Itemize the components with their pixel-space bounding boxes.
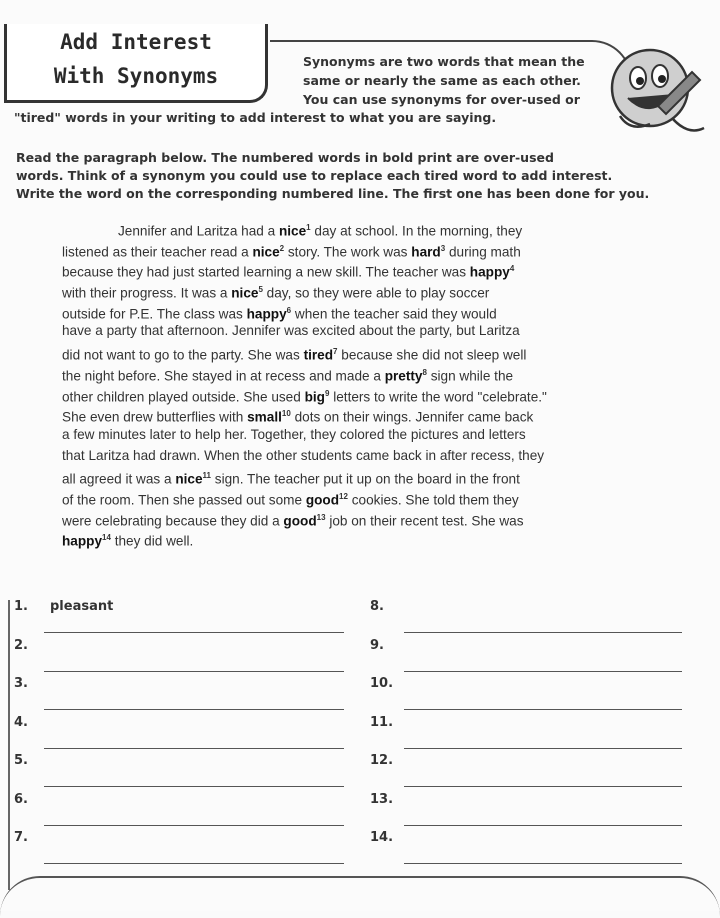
tired-word-number: 9: [324, 388, 330, 398]
answer-number: 1.: [14, 599, 28, 614]
paragraph-text: because they had just started learning a new skill. The teacher was: [62, 264, 470, 280]
tired-word: good: [305, 492, 340, 508]
tired-word: nice: [175, 471, 203, 487]
answer-number: 10.: [370, 676, 394, 691]
paragraph-text: job on their recent test. She was: [325, 513, 524, 529]
intro-line-3: You can use synonyms for over-used or: [303, 92, 580, 107]
answer-blank-line[interactable]: [404, 825, 682, 826]
title-box: [4, 24, 268, 103]
paragraph-text: because she did not sleep well: [337, 347, 527, 363]
paragraph-text: She even drew butterflies with: [62, 409, 248, 425]
paragraph-line: [62, 487, 632, 508]
intro-line-4: "tired" words in your writing to add interest to what you are saying.: [14, 110, 497, 125]
answer-number: 11.: [370, 714, 394, 730]
answer-blank-line[interactable]: [404, 786, 682, 787]
tired-word-number: 7: [333, 347, 338, 357]
tired-word: hard: [411, 244, 441, 260]
intro-line-1: Synonyms are two words that mean the: [303, 54, 585, 69]
answer-blank-line[interactable]: [404, 709, 682, 710]
answer-blank-line[interactable]: [44, 709, 344, 710]
answer-number: 2.: [14, 637, 28, 653]
tired-word: nice: [252, 244, 280, 260]
answer-number: 3.: [14, 676, 28, 691]
tired-word-number: 11: [202, 471, 212, 481]
tired-word-number: 2: [279, 243, 285, 253]
answer-number: 14.: [370, 830, 394, 845]
tired-word: happy: [469, 264, 510, 280]
answer-blank-line[interactable]: [44, 671, 344, 672]
paragraph-line: [62, 280, 632, 301]
instructions-line-1: Read the paragraph below. The numbered words in bold print are over-used: [16, 150, 554, 165]
paragraph-text: did not want to go to the party. She was: [62, 347, 304, 363]
answer-number: 7.: [14, 830, 28, 845]
answer-number: 12.: [370, 753, 394, 768]
paragraph-text: dots on their wings. Jennifer came back: [290, 409, 534, 425]
title-line-2: With Synonyms: [53, 64, 219, 88]
paragraph-text: that Laritza had drawn. When the other students came back in after recess, they: [62, 447, 545, 463]
tired-word-number: 5: [258, 285, 263, 295]
paragraph-line: [62, 508, 632, 529]
paragraph-line: [62, 446, 632, 467]
tired-word-number: 1: [306, 223, 311, 232]
paragraph-line: [62, 528, 632, 549]
paragraph-line: [62, 342, 632, 363]
answer-blank-line[interactable]: [44, 863, 344, 864]
instructions-line-3: Write the word on the corresponding numbered line. The first one has been done for you.: [16, 186, 650, 201]
answer-value: pleasant: [50, 599, 114, 614]
tired-word-number: 13: [316, 512, 326, 522]
answer-blank-line[interactable]: [44, 786, 344, 787]
tired-word-number: 10: [281, 409, 291, 419]
title-line-1: Add Interest: [60, 30, 212, 54]
intro-line-2: same or nearly the same as each other.: [303, 73, 581, 88]
answer-blank-line[interactable]: [404, 632, 682, 633]
paragraph-line: [62, 239, 632, 260]
answer-blank-line[interactable]: [44, 748, 344, 749]
paragraph-text: were celebrating because they did a: [62, 513, 284, 529]
answer-blank-line[interactable]: [44, 825, 344, 826]
paragraph-text: during math: [445, 244, 521, 260]
paragraph-text: Jennifer and Laritza had a: [118, 223, 279, 239]
paragraph-text: day at school. In the morning, they: [310, 223, 523, 239]
paragraph-line: [62, 466, 632, 487]
paragraph-text: have a party that afternoon. Jennifer was excited about the party, but Laritza: [62, 323, 520, 339]
smiling-pencil-mascot-icon: [600, 36, 710, 146]
page-border-bottom: [0, 876, 720, 918]
paragraph-text: sign. The teacher put it up on the board in the front: [211, 471, 520, 487]
paragraph-line: [62, 218, 632, 239]
paragraph-text: all agreed it was a: [62, 471, 176, 487]
tired-word: nice: [278, 223, 307, 239]
paragraph-text: day, so they were able to play soccer: [262, 285, 490, 301]
answer-number: 4.: [14, 714, 28, 730]
paragraph-text: other children played outside. She used: [62, 389, 305, 405]
paragraph-text: story. The work was: [284, 244, 412, 260]
tired-word-number: 3: [440, 243, 446, 253]
answer-number: 6.: [14, 791, 28, 807]
instructions-line-2: words. Think of a synonym you could use to replace each tired word to add interest.: [16, 168, 613, 183]
tired-word-number: 14: [102, 533, 111, 543]
paragraph-text: cookies. She told them they: [347, 492, 519, 508]
paragraph-line: [62, 321, 632, 342]
answer-blank-line[interactable]: [404, 863, 682, 864]
tired-word-number: 12: [339, 491, 348, 501]
tired-word: tired: [303, 347, 334, 363]
paragraph-text: a few minutes later to help her. Together, they colored the pictures and letters: [62, 426, 526, 442]
page-border-left: [8, 600, 10, 890]
paragraph-text: when the teacher said they would: [291, 306, 497, 322]
tired-word-number: 4: [509, 264, 515, 274]
paragraph-text: of the room. Then she passed out some: [62, 492, 306, 508]
answer-blank-line[interactable]: [404, 748, 682, 749]
tired-word: happy: [62, 533, 103, 549]
tired-word-number: 6: [286, 305, 292, 315]
answer-blank-line[interactable]: [44, 632, 344, 633]
paragraph-text: letters to write the word "celebrate.": [329, 389, 547, 405]
tired-word-number: 8: [422, 367, 427, 377]
paragraph-text: with their progress. It was a: [62, 285, 232, 301]
answer-blank-line[interactable]: [404, 671, 682, 672]
tired-word: pretty: [384, 368, 423, 384]
paragraph-text: outside for P.E. The class was: [62, 306, 247, 322]
paragraph-line: [62, 259, 632, 280]
paragraph-text: the night before. She stayed in at recess and made a: [62, 368, 385, 384]
answer-number: 13.: [370, 791, 394, 807]
paragraph-line: [62, 363, 632, 384]
paragraph-text: they did well.: [110, 533, 194, 549]
story-paragraph: [62, 218, 632, 549]
paragraph-line: [62, 384, 632, 405]
answer-number: 5.: [14, 753, 28, 768]
paragraph-text: sign while the: [426, 368, 514, 384]
paragraph-line: [62, 301, 632, 322]
tired-word: happy: [246, 306, 287, 322]
paragraph-line: [62, 404, 632, 425]
tired-word: big: [304, 389, 325, 405]
tired-word: small: [247, 409, 282, 425]
tired-word: nice: [231, 285, 259, 301]
tired-word: good: [283, 513, 317, 529]
paragraph-line: [62, 425, 632, 446]
paragraph-text: listened as their teacher read a: [62, 244, 253, 260]
answer-number: 9.: [370, 637, 384, 653]
answer-number: 8.: [370, 599, 384, 614]
